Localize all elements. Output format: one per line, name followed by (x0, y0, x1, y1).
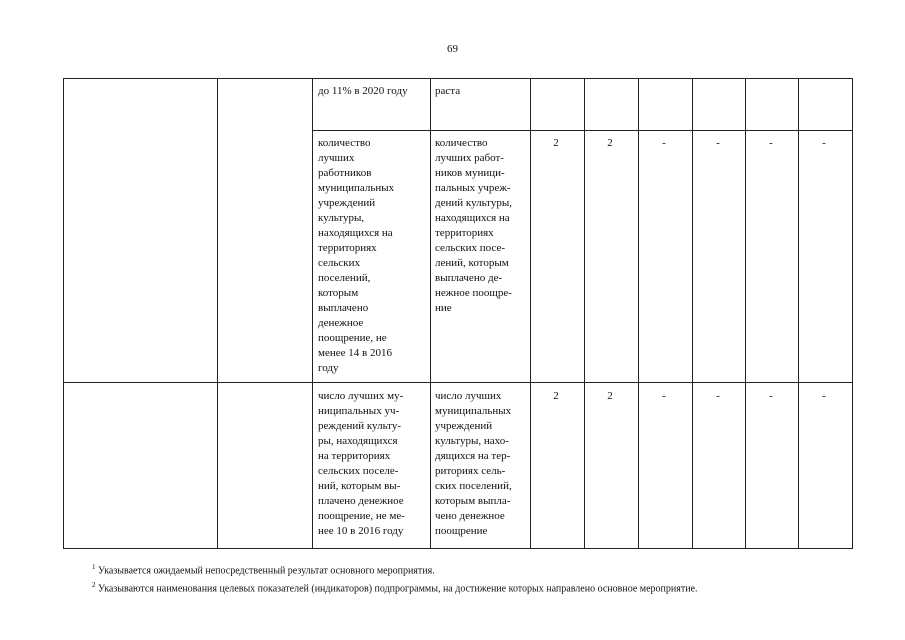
row2-value: - (662, 137, 666, 149)
footnote-2 (92, 578, 698, 596)
row3-value: - (716, 390, 720, 402)
row3-value: - (662, 390, 666, 402)
row3-value: - (822, 390, 826, 402)
row2-value: - (769, 137, 773, 149)
footnote-1-text: Указывается ожидаемый непосредственный результат основного мероприятия. (98, 565, 435, 577)
row2-value: 2 (553, 137, 559, 149)
row-divider (312, 130, 853, 131)
col-border (312, 78, 313, 549)
row2-value: - (716, 137, 720, 149)
table-border-top (63, 78, 853, 79)
footnote-1-mark: 1 (92, 563, 96, 571)
row3-goal-cell: число лучших му- ниципальных уч- реждений культу- ры, находящихся на территориях сельских поселе- ний, которым вы- плачено денежное поощрение, не ме- нее 10 в 2016 году (318, 390, 405, 537)
row3-value: 2 (553, 390, 559, 402)
row2-value: 2 (607, 137, 613, 149)
row2-goal-cell: количество лучших работников муниципальных учреждений культуры, находящихся на территориях сельских поселений, которым выплачено денежное поощрение, не менее 14 в 2016 году (318, 137, 395, 374)
table-border-bottom (63, 548, 853, 549)
row1-goal-cell: до 11% в 2020 году (318, 85, 408, 97)
row3-value: - (769, 390, 773, 402)
row2-value: - (822, 137, 826, 149)
row1-indicator-cell: раста (435, 85, 461, 97)
col-border (217, 78, 218, 549)
row2-indicator-cell: количество лучших работ- ников муници- пальных учреж- дений культуры, находящихся на территориях сельских посе- лений, которым выплачено де- нежное поощре- ние (435, 137, 512, 314)
col-border (63, 78, 64, 549)
footnote-1 (92, 560, 698, 578)
col-border (852, 78, 853, 549)
col-border (430, 78, 431, 549)
page-number: 69 (447, 43, 458, 55)
footnotes (92, 560, 698, 597)
row-divider (63, 382, 853, 383)
row3-value: 2 (607, 390, 613, 402)
footnote-2-text: Указываются наименования целевых показателей (индикаторов) подпрограммы, на достижение которых направлено основное мероприятие. (98, 583, 698, 595)
row3-indicator-cell: число лучших муниципальных учреждений культуры, нахо- дящихся на тер- риториях сель- ских поселений, которым выпла- чено денежное поощрение (435, 390, 512, 537)
footnote-2-mark: 2 (92, 581, 96, 590)
